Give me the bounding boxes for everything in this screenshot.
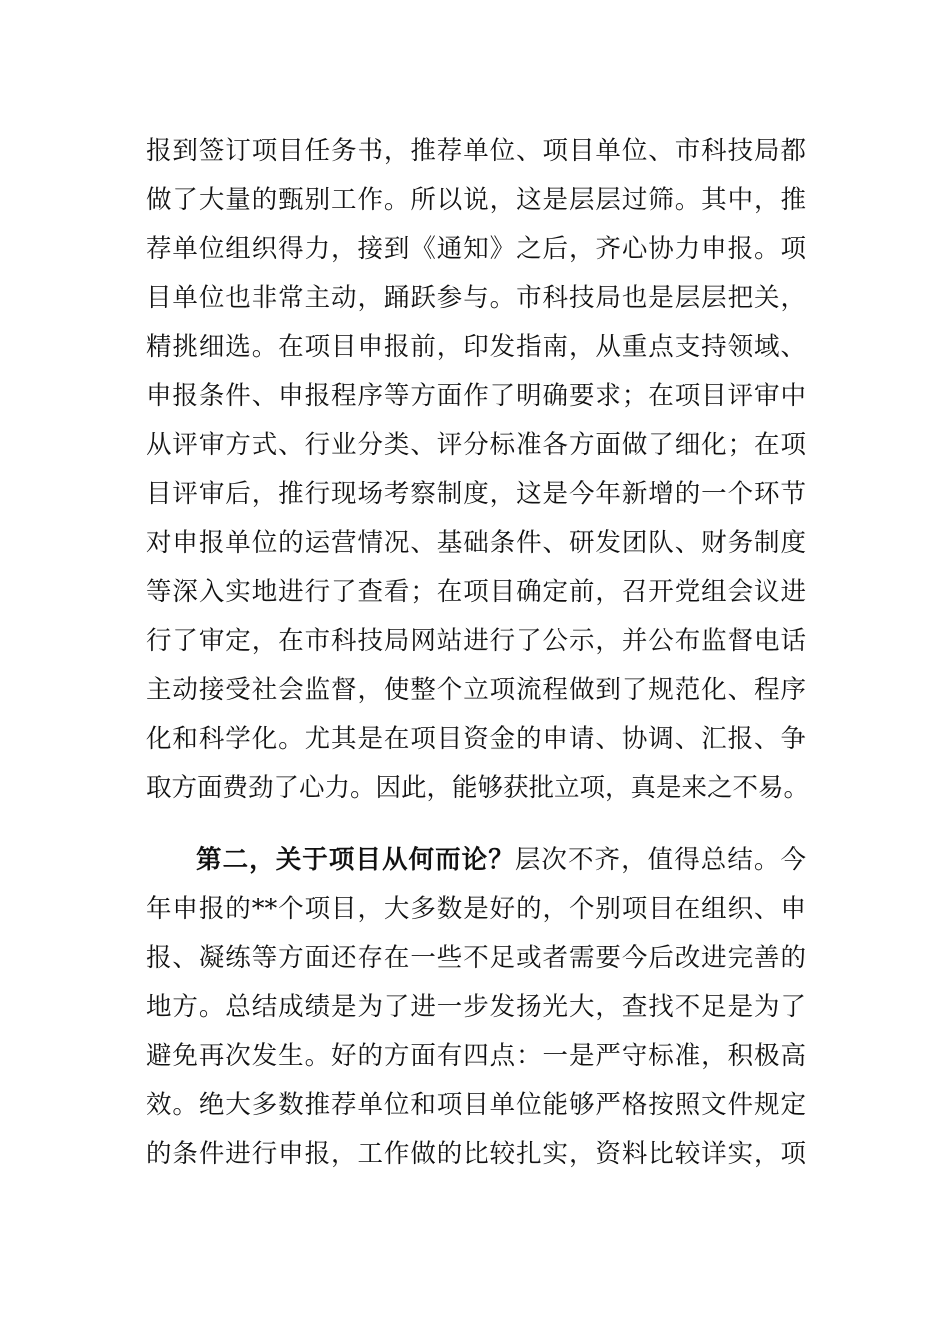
paragraph2-line-1 (196, 840, 806, 880)
paragraph2-line-2: 年申报的**个项目，大多数是好的，个别项目在组织、申 (146, 894, 806, 924)
paragraph2-first-line-rest: 层次不齐，值得总结。今 (514, 845, 806, 875)
paragraph2-line-4: 地方。总结成绩是为了进一步发扬光大，查找不足是为了 (146, 992, 806, 1022)
paragraph1-line-11: 行了审定，在市科技局网站进行了公示，并公布监督电话 (146, 626, 806, 656)
paragraph2-line-5: 避免再次发生。好的方面有四点：一是严守标准，积极高 (146, 1041, 806, 1071)
paragraph2-line-7: 的条件进行申报，工作做的比较扎实，资料比较详实，项 (146, 1139, 806, 1169)
paragraph2-line-3: 报、凝练等方面还存在一些不足或者需要今后改进完善的 (146, 943, 806, 973)
paragraph1-line-13: 化和科学化。尤其是在项目资金的申请、协调、汇报、争 (146, 724, 806, 754)
paragraph1-line-14: 取方面费劲了心力。因此，能够获批立项，真是来之不易。 (146, 773, 810, 803)
paragraph1-line-10: 等深入实地进行了查看；在项目确定前，召开党组会议进 (146, 577, 806, 607)
paragraph1-line-9: 对申报单位的运营情况、基础条件、研发团队、财务制度 (146, 528, 806, 558)
paragraph1-line-12: 主动接受社会监督，使整个立项流程做到了规范化、程序 (146, 675, 806, 705)
paragraph1-line-2: 做了大量的甄别工作。所以说，这是层层过筛。其中，推 (146, 185, 806, 215)
paragraph1-line-5: 精挑细选。在项目申报前，印发指南，从重点支持领域、 (146, 332, 806, 362)
paragraph1-line-7: 从评审方式、行业分类、评分标准各方面做了细化；在项 (146, 430, 806, 460)
paragraph1-line-3: 荐单位组织得力，接到《通知》之后，齐心协力申报。项 (146, 234, 806, 264)
paragraph1-line-4: 目单位也非常主动，踊跃参与。市科技局也是层层把关， (146, 283, 806, 313)
paragraph2-heading: 第二，关于项目从何而论？ (196, 845, 515, 875)
paragraph1-line-6: 申报条件、申报程序等方面作了明确要求；在项目评审中 (146, 381, 806, 411)
paragraph1-line-8: 目评审后，推行现场考察制度，这是今年新增的一个环节 (146, 479, 806, 509)
paragraph1-line-1: 报到签订项目任务书，推荐单位、项目单位、市科技局都 (146, 136, 806, 166)
paragraph2-line-6: 效。绝大多数推荐单位和项目单位能够严格按照文件规定 (146, 1090, 806, 1120)
